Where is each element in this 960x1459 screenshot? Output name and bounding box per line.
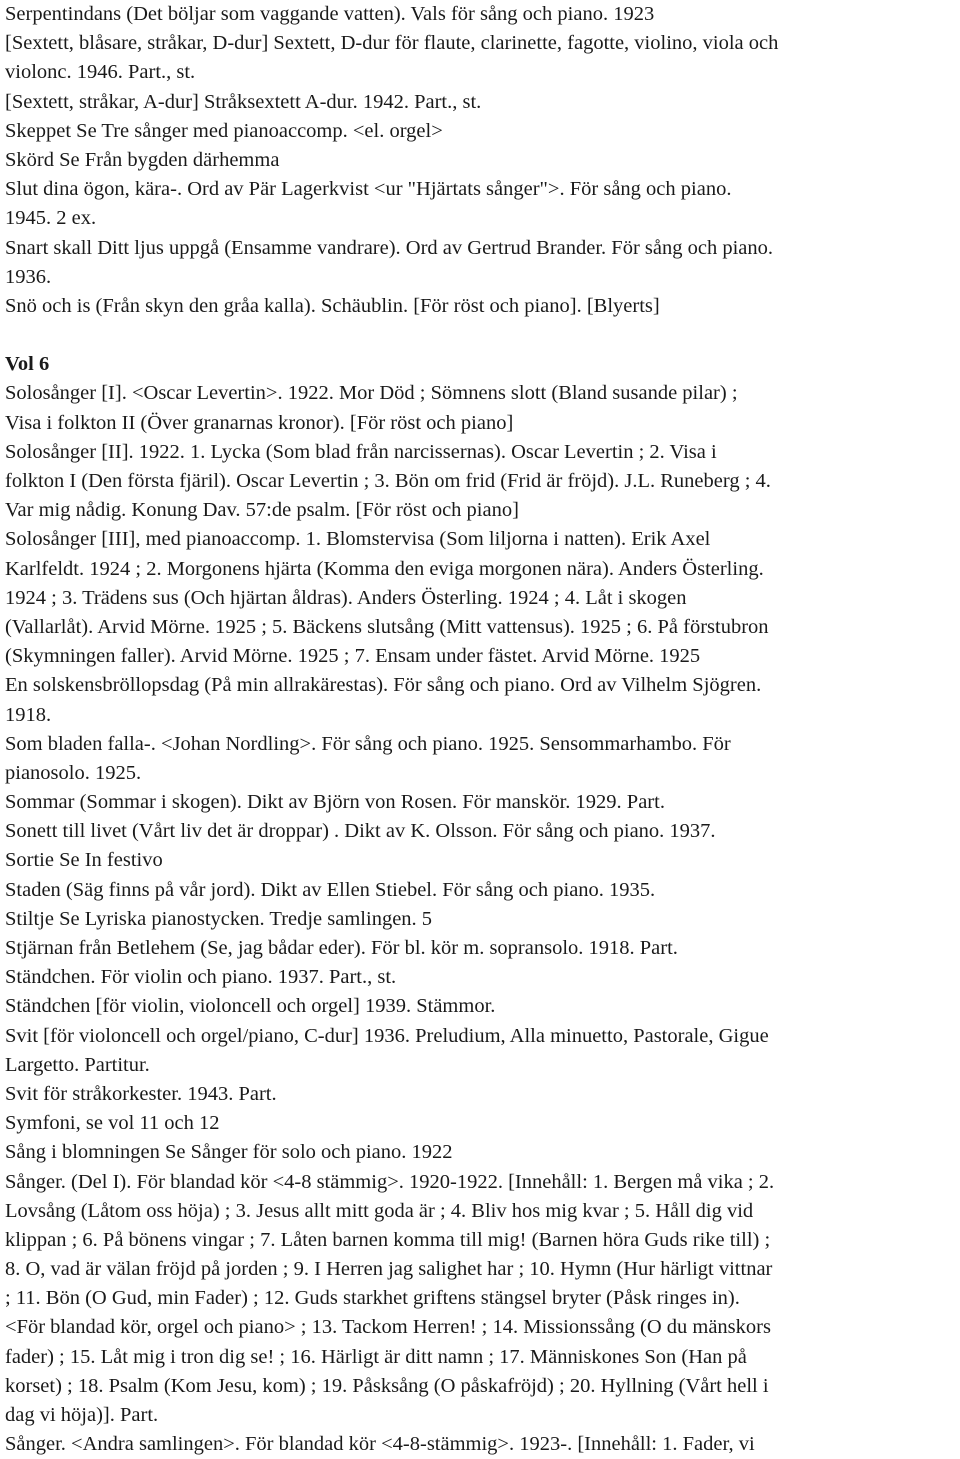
catalog-line: violonc. 1946. Part., st. xyxy=(5,61,196,84)
catalog-line: Stjärnan från Betlehem (Se, jag bådar eder). För bl. kör m. sopransolo. 1918. Part. xyxy=(5,937,678,959)
volume-heading: Vol 6 xyxy=(5,353,50,376)
catalog-line: Solosånger [I]. <Oscar Levertin>. 1922. Mor Död ; Sömnens slott (Bland susande pilar) ; xyxy=(5,382,738,405)
catalog-line: (Vallarlåt). Arvid Mörne. 1925 ; 5. Bäckens slutsång (Mitt vattensus). 1925 ; 6. På förstubron xyxy=(5,615,769,638)
catalog-line: Solosånger [III], med pianoaccomp. 1. Blomstervisa (Som liljorna i natten). Erik Axel xyxy=(5,528,711,551)
catalog-line: klippan ; 6. På bönens vingar ; 7. Låten barnen komma till mig! (Barnen höra Guds rike till) ; xyxy=(5,1228,771,1251)
catalog-line: Ständchen. För violin och piano. 1937. Part., st. xyxy=(5,966,397,989)
catalog-line: Svit för stråkorkester. 1943. Part. xyxy=(5,1082,277,1105)
catalog-line: (Skymningen faller). Arvid Mörne. 1925 ; 7. Ensam under fästet. Arvid Mörne. 1925 xyxy=(5,645,701,668)
catalog-line: Snart skall Ditt ljus uppgå (Ensamme vandrare). Ord av Gertrud Brander. För sång och piano. xyxy=(5,236,773,259)
blank-line xyxy=(5,321,955,350)
catalog-line: Skeppet Se Tre sånger med pianoaccomp. <el. orgel> xyxy=(5,119,443,142)
catalog-line: 1918. xyxy=(5,703,52,726)
catalog-line: Symfoni, se vol 11 och 12 xyxy=(5,1112,220,1135)
catalog-line: <För blandad kör, orgel och piano> ; 13. Tackom Herren! ; 14. Missionssång (O du mänskors xyxy=(5,1316,771,1339)
catalog-line: Var mig nådig. Konung Dav. 57:de psalm. [För röst och piano] xyxy=(5,499,519,522)
catalog-line: Sonett till livet (Vårt liv det är droppar) . Dikt av K. Olsson. För sång och piano. 1937. xyxy=(5,820,716,843)
catalog-line: Solosånger [II]. 1922. 1. Lycka (Som blad från narcissernas). Oscar Levertin ; 2. Visa i xyxy=(5,440,717,463)
catalog-line: 8. O, vad är välan fröjd på jorden ; 9. I Herren jag salighet har ; 10. Hymn (Hur härligt vittnar xyxy=(5,1258,773,1281)
catalog-line: Sång i blomningen Se Sånger för solo och piano. 1922 xyxy=(5,1141,453,1164)
catalog-line: Som bladen falla-. <Johan Nordling>. För sång och piano. 1925. Sensommarhambo. För xyxy=(5,732,731,755)
catalog-line: dag vi höja)]. Part. xyxy=(5,1404,159,1426)
catalog-line: fader) ; 15. Låt mig i tron dig se! ; 16. Härligt är ditt namn ; 17. Människones Son (Han på xyxy=(5,1345,747,1368)
catalog-line: folkton I (Den första fjäril). Oscar Levertin ; 3. Bön om frid (Frid är fröjd). J.L. Runeberg ; 4. xyxy=(5,470,771,492)
catalog-line: En solskensbröllopsdag (På min allrakärestas). För sång och piano. Ord av Vilhelm Sjögren. xyxy=(5,674,762,697)
document-page xyxy=(5,0,955,1459)
catalog-line: Stiltje Se Lyriska pianostycken. Tredje samlingen. 5 xyxy=(5,907,433,930)
catalog-line: [Sextett, stråkar, A-dur] Stråksextett A-dur. 1942. Part., st. xyxy=(5,90,482,113)
catalog-line: Ständchen [för violin, violoncell och orgel] 1939. Stämmor. xyxy=(5,995,496,1018)
catalog-line: Serpentindans (Det böljar som vaggande vatten). Vals för sång och piano. 1923 xyxy=(5,3,655,25)
catalog-line: Sommar (Sommar i skogen). Dikt av Björn von Rosen. För manskör. 1929. Part. xyxy=(5,791,665,814)
catalog-line: 1936. xyxy=(5,265,52,288)
catalog-line: Sånger. (Del I). För blandad kör <4-8 stämmig>. 1920-1922. [Innehåll: 1. Bergen må vika ; 2. xyxy=(5,1170,775,1193)
catalog-line: Slut dina ögon, kära-. Ord av Pär Lagerkvist <ur "Hjärtats sånger">. För sång och piano. xyxy=(5,178,732,201)
catalog-line: korset) ; 18. Psalm (Kom Jesu, kom) ; 19. Påsksång (O påskafröjd) ; 20. Hyllning (Vårt hell i xyxy=(5,1374,769,1397)
catalog-line: Visa i folkton II (Över granarnas kronor). [För röst och piano] xyxy=(5,411,514,434)
catalog-line: Largetto. Partitur. xyxy=(5,1053,150,1076)
catalog-line: Sånger. <Andra samlingen>. För blandad kör <4-8-stämmig>. 1923-. [Innehåll: 1. Fader, vi xyxy=(5,1433,755,1456)
catalog-line: Skörd Se Från bygden därhemma xyxy=(5,148,280,171)
catalog-line: Lovsång (Låtom oss höja) ; 3. Jesus allt mitt goda är ; 4. Bliv hos mig kvar ; 5. Håll dig vid xyxy=(5,1199,754,1222)
catalog-line: [Sextett, blåsare, stråkar, D-dur] Sextett, D-dur för flaute, clarinette, fagotte, violino, viola och xyxy=(5,32,779,55)
catalog-line: ; 11. Bön (O Gud, min Fader) ; 12. Guds starkhet griftens stängsel bryter (Påsk ringes in). xyxy=(5,1287,740,1310)
catalog-line: Karlfeldt. 1924 ; 2. Morgonens hjärta (Komma den eviga morgonen nära). Anders Österling. xyxy=(5,557,764,580)
catalog-line: Svit [för violoncell och orgel/piano, C-dur] 1936. Preludium, Alla minuetto, Pastorale, Gigue xyxy=(5,1024,769,1047)
catalog-line: Sortie Se In festivo xyxy=(5,849,163,872)
catalog-line: 1924 ; 3. Trädens sus (Och hjärtan åldras). Anders Österling. 1924 ; 4. Låt i skogen xyxy=(5,586,687,609)
catalog-line: Snö och is (Från skyn den gråa kalla). Schäublin. [För röst och piano]. [Blyerts] xyxy=(5,294,660,317)
catalog-line: pianosolo. 1925. xyxy=(5,761,142,784)
catalog-line: Staden (Säg finns på vår jord). Dikt av Ellen Stiebel. För sång och piano. 1935. xyxy=(5,878,656,901)
catalog-line: 1945. 2 ex. xyxy=(5,207,97,230)
